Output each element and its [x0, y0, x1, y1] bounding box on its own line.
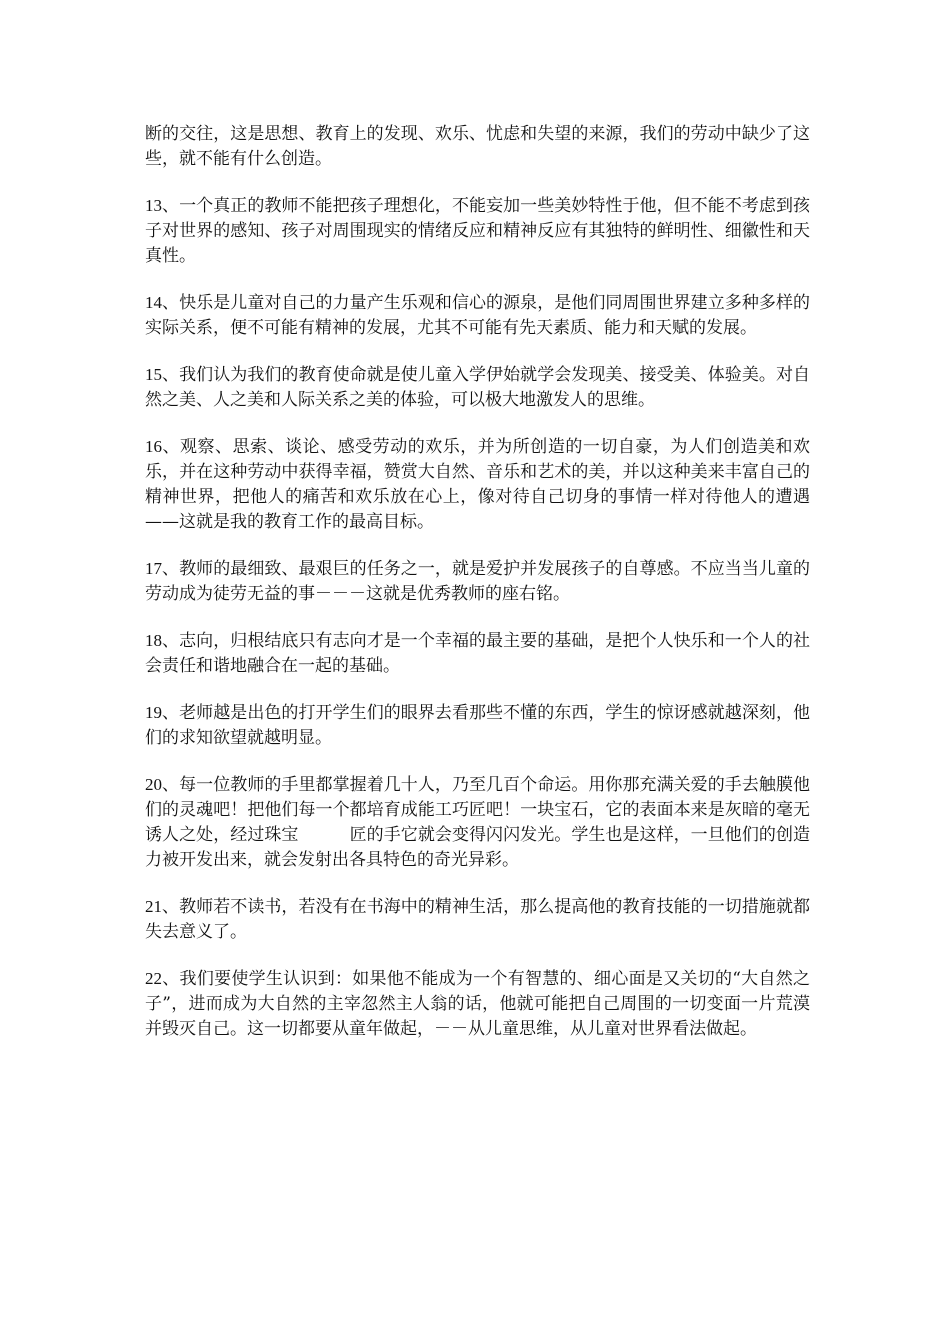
paragraph-number: 22、 [145, 969, 180, 988]
paragraph-text: 志向，归根结底只有志向才是一个幸福的最主要的基础，是把个人快乐和一个人的社会责任和谐地融合在一起的基础。 [145, 631, 811, 676]
paragraph-number: 18、 [145, 631, 180, 650]
paragraph-number: 14、 [145, 293, 180, 312]
paragraph-14 [145, 290, 810, 341]
paragraph-text: 断的交往，这是思想、教育上的发现、欢乐、忧虑和失望的来源，我们的劳动中缺少了这些，就不能有什么创造。 [145, 124, 810, 169]
paragraph-text: 我们认为我们的教育使命就是使儿童入学伊始就学会发现美、接受美、体验美。对自然之美、人之美和人际关系之美的体验，可以极大地激发人的思维。 [145, 365, 811, 410]
document-page [145, 121, 810, 1063]
paragraph-13 [145, 193, 810, 269]
paragraph-15 [145, 362, 810, 413]
paragraph-number: 15、 [145, 365, 180, 384]
paragraph-text: 老师越是出色的打开学生们的眼界去看那些不懂的东西，学生的惊讶感就越深刻，他们的求知欲望就越明显。 [145, 703, 811, 748]
paragraph-number: 20、 [145, 775, 180, 794]
paragraph-continuation [145, 121, 810, 172]
paragraph-text: 教师若不读书，若没有在书海中的精神生活，那么提高他的教育技能的一切措施就都失去意义了。 [145, 897, 811, 942]
paragraph-number: 19、 [145, 703, 180, 722]
paragraph-number: 17、 [145, 559, 180, 578]
paragraph-text: 观察、思索、谈论、感受劳动的欢乐，并为所创造的一切自豪，为人们创造美和欢乐，并在这种劳动中获得幸福，赞赏大自然、音乐和艺术的美，并以这种美来丰富自己的精神世界，把他人的痛苦和欢乐放在心上，像对待自己切身的事情一样对待他人的遭遇——这就是我的教育工作的最高目标。 [145, 437, 811, 532]
paragraph-18 [145, 628, 810, 679]
paragraph-number: 16、 [145, 437, 181, 456]
paragraph-17 [145, 556, 810, 607]
paragraph-21 [145, 894, 810, 945]
paragraph-text: 教师的最细致、最艰巨的任务之一，就是爱护并发展孩子的自尊感。不应当当儿童的劳动成为徒劳无益的事－－－这就是优秀教师的座右铭。 [145, 559, 811, 604]
paragraph-16 [145, 434, 810, 535]
paragraph-text: 一个真正的教师不能把孩子理想化，不能妄加一些美妙特性于他，但不能不考虑到孩子对世界的感知、孩子对周围现实的情绪反应和精神反应有其独特的鲜明性、细徽性和天真性。 [145, 196, 811, 266]
paragraph-22 [145, 966, 810, 1042]
paragraph-text: 我们要使学生认识到：如果他不能成为一个有智慧的、细心面是又关切的“大自然之子”，进而成为大自然的主宰忽然主人翁的话，他就可能把自己周围的一切变面一片荒漠并毁灭自己。这一切都要从童年做起，－－从儿童思维，从儿童对世界看法做起。 [145, 969, 810, 1039]
paragraph-number: 21、 [145, 897, 180, 916]
paragraph-text: 每一位教师的手里都掌握着几十人，乃至几百个命运。用你那充满关爱的手去触膜他们的灵魂吧！把他们每一个都培育成能工巧匠吧！一块宝石，它的表面本来是灰暗的毫无诱人之处，经过珠宝 匠的手它就会变得闪闪发光。学生也是这样，一旦他们的创造力被开发出来，就会发射出各具特色的奇光异彩。 [145, 775, 811, 870]
paragraph-number: 13、 [145, 196, 180, 215]
paragraph-text: 快乐是儿童对自己的力量产生乐观和信心的源泉，是他们同周围世界建立多种多样的实际关系，便不可能有精神的发展，尤其不可能有先天素质、能力和天赋的发展。 [145, 293, 811, 338]
paragraph-20 [145, 772, 810, 873]
paragraph-19 [145, 700, 810, 751]
